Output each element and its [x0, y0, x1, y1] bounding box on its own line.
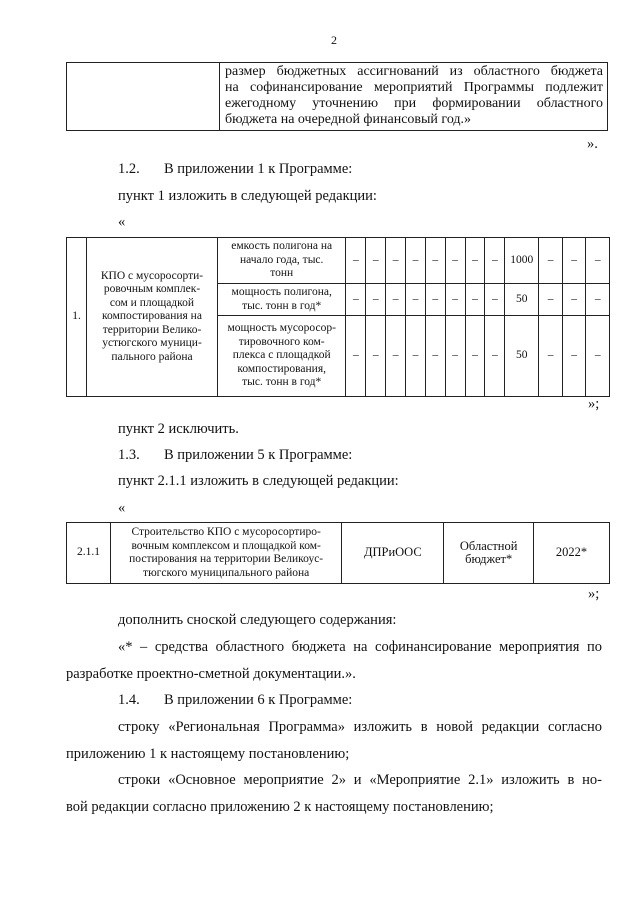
- measure-description-cell: [110, 523, 341, 584]
- top-table-text-cell: [220, 63, 608, 131]
- measure-source-cell: [444, 523, 534, 584]
- measure-description-line: тюгского муниципального района: [143, 566, 310, 579]
- indicator-name-line: мощность мусоросор-: [227, 322, 336, 335]
- top-table-line: на софинансирование мероприятий Программы подлежит: [225, 80, 603, 95]
- close-quote-1: ».: [587, 136, 598, 152]
- top-table-line: ежегодному уточнению при формировании областного: [225, 96, 603, 111]
- measure-executor-cell: ДПРиООС: [342, 523, 444, 584]
- value-cell: –: [425, 284, 445, 316]
- indicator-name-line: мощность полигона,: [231, 286, 332, 299]
- rows-main-line-1: строки «Основное мероприятие 2» и «Мероприятие 2.1» изложить в но-: [118, 772, 602, 788]
- value-cell: –: [386, 316, 406, 397]
- measure-code-cell: 2.1.1: [67, 523, 111, 584]
- object-line: устюгского муници-: [102, 337, 202, 350]
- value-cell: –: [485, 316, 505, 397]
- indicator-name-line: плекса с площадкой: [232, 349, 331, 362]
- measure-year-cell: 2022*: [534, 523, 610, 584]
- value-cell: –: [465, 284, 485, 316]
- footnote-line-2: разработке проектно-сметной документации.».: [66, 666, 356, 682]
- value-cell: –: [406, 284, 426, 316]
- measure-description-line: постирования на территории Великоус-: [129, 553, 324, 565]
- measure-source-line: Областной: [459, 538, 518, 553]
- item-1-2-text: В приложении 1 к Программе:: [164, 161, 353, 177]
- value-cell: –: [346, 316, 366, 397]
- value-cell: –: [346, 238, 366, 284]
- value-cell: –: [539, 238, 563, 284]
- indicator-name-line: тыс. тонн в год*: [242, 299, 322, 312]
- close-quote-3: »;: [588, 586, 600, 602]
- indicator-name-cell: [217, 238, 346, 284]
- close-quote-2: »;: [588, 396, 600, 412]
- value-cell: –: [539, 316, 563, 397]
- value-cell: –: [425, 316, 445, 397]
- object-line: пального района: [111, 350, 193, 363]
- item-1-3-text: В приложении 5 к Программе:: [164, 447, 353, 463]
- value-cell: 1000: [505, 238, 539, 284]
- measure-source-line: бюджет*: [465, 552, 513, 566]
- value-cell: –: [562, 284, 586, 316]
- object-line: КПО с мусоросорти-: [100, 269, 204, 282]
- open-quote: «: [118, 214, 126, 230]
- page-number: 2: [331, 33, 337, 47]
- measure-description-line: вочным комплексом и площадкой ком-: [131, 539, 321, 552]
- indicator-name-line: тонн: [270, 267, 294, 280]
- object-line: сом и площадкой: [109, 296, 195, 309]
- object-line: территории Велико-: [102, 323, 202, 336]
- open-quote-2: «: [118, 500, 126, 516]
- value-cell: –: [406, 238, 426, 284]
- footnote-intro: дополнить сноской следующего содержания:: [118, 612, 397, 628]
- value-cell: –: [366, 238, 386, 284]
- value-cell: –: [465, 316, 485, 397]
- indicator-name-line: начало года, тыс.: [239, 253, 324, 266]
- value-cell: –: [586, 316, 610, 397]
- value-cell: 50: [505, 316, 539, 397]
- value-cell: –: [465, 238, 485, 284]
- value-cell: –: [539, 284, 563, 316]
- measure-description-line: Строительство КПО с мусоросортиро-: [131, 526, 321, 538]
- value-cell: –: [485, 238, 505, 284]
- indicator-name-line: компостирования,: [237, 362, 327, 375]
- value-cell: –: [366, 316, 386, 397]
- value-cell: –: [445, 238, 465, 284]
- value-cell: –: [485, 284, 505, 316]
- indicator-name-cell: [217, 316, 346, 397]
- item-1-3-number: 1.3.: [118, 447, 140, 463]
- value-cell: –: [445, 284, 465, 316]
- value-cell: –: [346, 284, 366, 316]
- item-1-4-number: 1.4.: [118, 692, 140, 708]
- p2-exclude: пункт 2 исключить.: [118, 421, 239, 437]
- indicator-name-cell: [217, 284, 346, 316]
- object-line: ровочным комплек-: [103, 283, 201, 296]
- object-cell: [87, 238, 218, 397]
- row-number-cell: 1.: [67, 238, 87, 397]
- measures-table: [66, 522, 610, 584]
- value-cell: –: [406, 316, 426, 397]
- value-cell: –: [366, 284, 386, 316]
- value-cell: –: [586, 238, 610, 284]
- p1-instruction: пункт 1 изложить в следующей редакции:: [118, 188, 377, 204]
- value-cell: –: [445, 316, 465, 397]
- p211-instruction: пункт 2.1.1 изложить в следующей редакции:: [118, 473, 399, 489]
- top-table: [66, 62, 608, 131]
- value-cell: –: [386, 284, 406, 316]
- item-1-4-text: В приложении 6 к Программе:: [164, 692, 353, 708]
- value-cell: –: [425, 238, 445, 284]
- value-cell: –: [562, 316, 586, 397]
- footnote-line-1: «* – средства областного бюджета на софинансирование мероприятия по: [118, 639, 602, 655]
- value-cell: –: [562, 238, 586, 284]
- top-table-line: размер бюджетных ассигнований из областного бюджета: [225, 64, 603, 79]
- indicators-table: [66, 237, 610, 397]
- indicator-name-line: тировочного ком-: [238, 335, 325, 348]
- row-regional-line-2: приложению 1 к настоящему постановлению;: [66, 746, 350, 762]
- row-regional-line-1: строку «Региональная Программа» изложить в новой редакции согласно: [118, 719, 602, 735]
- rows-main-line-2: вой редакции согласно приложению 2 к настоящему постановлению;: [66, 799, 494, 815]
- value-cell: 50: [505, 284, 539, 316]
- value-cell: –: [386, 238, 406, 284]
- top-table-empty-cell: [67, 63, 220, 131]
- item-1-2-number: 1.2.: [118, 161, 140, 177]
- value-cell: –: [586, 284, 610, 316]
- top-table-line: бюджета на очередной финансовый год.»: [225, 112, 472, 127]
- object-line: компостирования на: [102, 310, 202, 323]
- indicator-name-line: тыс. тонн в год*: [242, 376, 322, 389]
- indicator-name-line: емкость полигона на: [231, 240, 333, 253]
